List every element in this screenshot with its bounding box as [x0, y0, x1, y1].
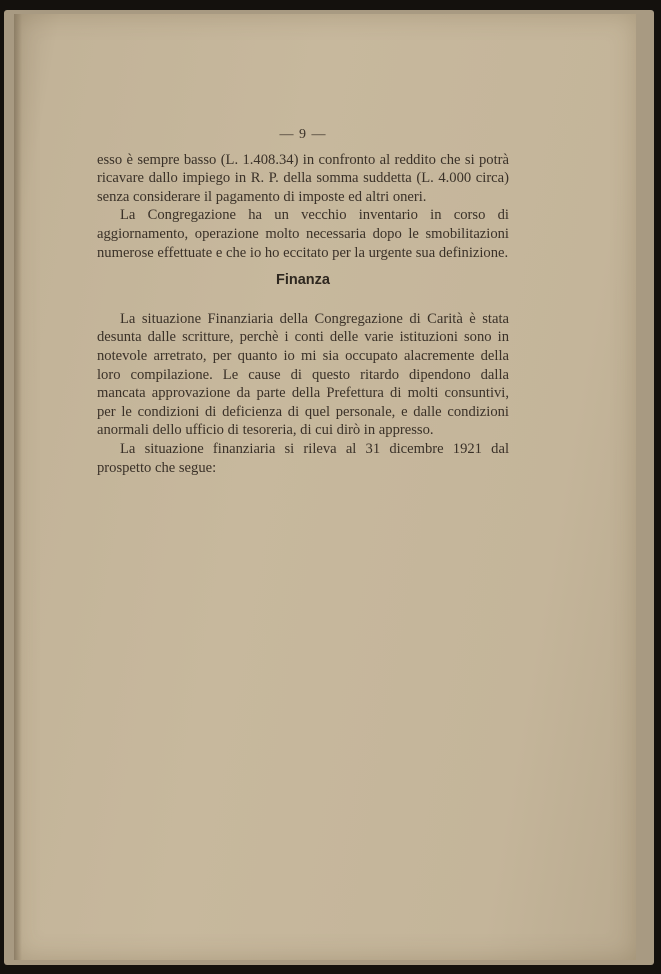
document-text-block — [97, 126, 509, 477]
section-heading-finanza: Finanza — [276, 272, 330, 289]
paragraph-financial-situation: La situazione Finanziaria della Congregazione di Carità è stata desunta dalle scritture, perchè i conti delle varie istituzioni sono in notevole arretrato, per quanto io mi sia occupato alacremente della loro compilazione. Le cause di questo ritardo dipendono dalla mancata approvazione da parte della Prefettura di molti consuntivi, per le condizioni di deficienza di quel personale, e dalle condizioni anormali dello ufficio di tesoreria, di cui dirò in appresso. — [97, 310, 509, 439]
paragraph-continuation: esso è sempre basso (L. 1.408.34) in confronto al reddito che si potrà ricavare dallo impiego in R. P. della somma suddetta (L. 4.000 circa) senza considerare il pagamento di imposte ed altri oneri. — [97, 151, 509, 205]
page-number: — 9 — — [279, 127, 327, 142]
paragraph-prospectus-intro: La situazione finanziaria si rileva al 31 dicembre 1921 dal prospetto che segue: — [97, 440, 509, 476]
paragraph-inventory: La Congregazione ha un vecchio inventario in corso di aggiornamento, operazione molto necessaria dopo le smobilitazioni numerose effettuate e che io ho eccitato per la urgente sua definizione. — [97, 207, 509, 261]
page-edge-shadow — [14, 14, 22, 960]
